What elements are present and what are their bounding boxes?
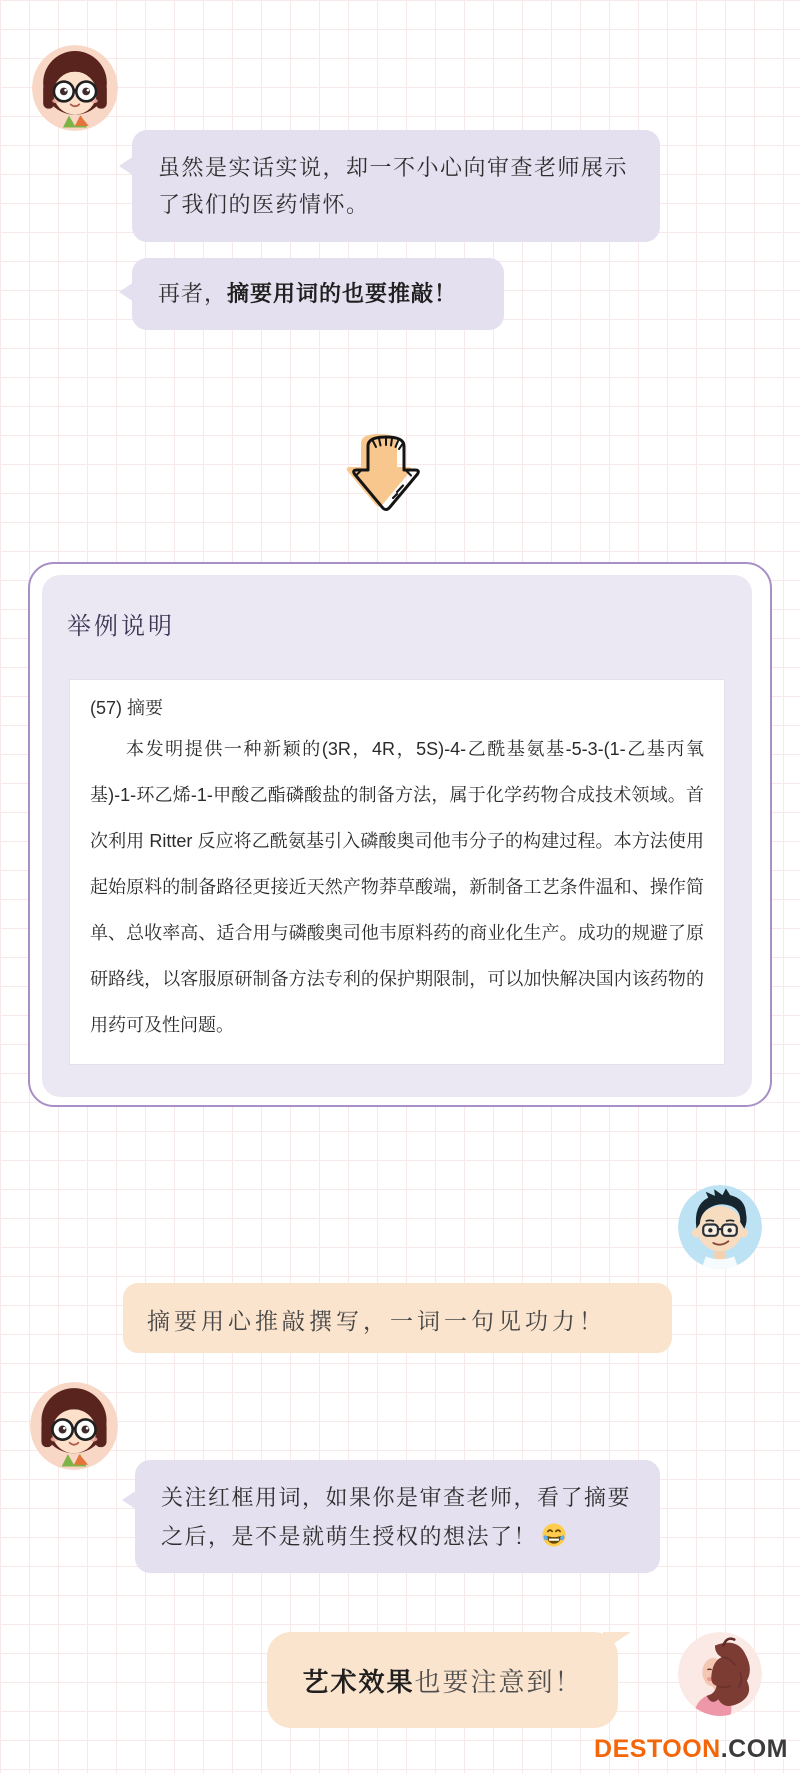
boy-avatar-icon [678, 1185, 762, 1269]
woman-avatar [678, 1632, 762, 1716]
girl-avatar [32, 45, 118, 131]
chat-bubble-text-bold: 摘要用词的也要推敲！ [227, 281, 458, 306]
chat-bubble-text: 关注红框用词，如果你是审查老师，看了摘要之后，是不是就萌生授权的想法了！ [161, 1485, 632, 1549]
chat-bubble-sincerity [132, 130, 660, 242]
down-arrow-icon [336, 432, 436, 532]
watermark-suffix: .COM [720, 1735, 788, 1763]
chat-bubble-text: 虽然是实话实说，却一不小心向审查老师展示了我们的医药情怀。 [158, 155, 629, 217]
chat-bubble-text: 摘要用心推敲撰写，一词一句见功力！ [147, 1308, 606, 1334]
woman-avatar-icon [678, 1632, 762, 1716]
bubble-tail [119, 156, 134, 176]
laughing-crying-emoji-icon [541, 1521, 567, 1560]
example-card-title: 举例说明 [67, 613, 175, 640]
boy-avatar [678, 1185, 762, 1269]
abstract-text: 本发明提供一种新颖的(3R，4R，5S)-4-乙酰基氨基-5-3-(1-乙基丙氧基)-1-环乙烯-1-甲酸乙酯磷酸盐的制备方法，属于化学药物合成技术领域。首次利用 Ritter 反应将乙酰氨基引入磷酸奥司他韦分子的构建过程。本方法使用起始原料的制备路径更接近天然产物莽草酸端，新制备工艺条件温和、操作简单、总收率高、适合用与磷酸奥司他韦原料药的商业化生产。成功的规避了原研路线，以客服原研制备方法专利的保护期限制，可以加快解决国内该药物的用药可及性问题。 [90, 739, 704, 1035]
site-watermark [594, 1735, 788, 1764]
girl-avatar-icon [30, 1382, 118, 1470]
girl-avatar [30, 1382, 118, 1470]
girl-avatar-icon [32, 45, 118, 131]
example-card [28, 562, 772, 1107]
watermark-brand: DESTOON [594, 1735, 721, 1763]
patent-abstract-box [69, 679, 725, 1065]
bubble-tail [603, 1632, 631, 1646]
chat-bubble-text: 也要注意到！ [414, 1666, 583, 1697]
chat-bubble-wording [132, 258, 504, 330]
chat-bubble-text-prefix: 再者， [158, 281, 228, 306]
bubble-tail [119, 282, 134, 302]
chat-bubble-art-effect [267, 1632, 618, 1728]
chat-bubble-redbox [135, 1460, 660, 1573]
chat-bubble-text-bold: 艺术效果 [302, 1666, 415, 1697]
bubble-tail [122, 1490, 137, 1510]
abstract-label: (57) 摘要 [90, 698, 164, 718]
chat-bubble-effort [123, 1283, 672, 1353]
